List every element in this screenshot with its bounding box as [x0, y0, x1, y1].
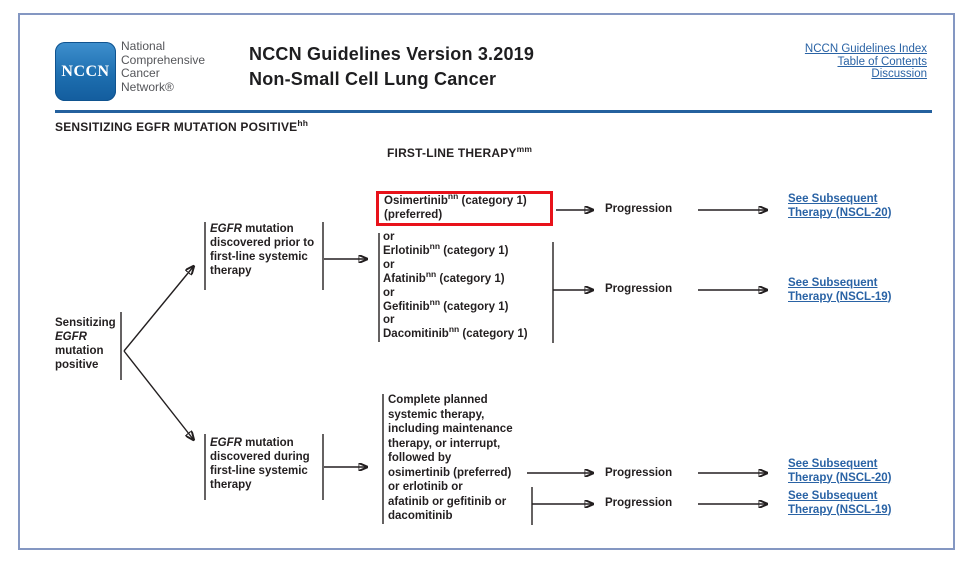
root-node-gene: EGFR: [55, 331, 87, 343]
nccn-logo-text: NCCN: [61, 62, 110, 80]
link-guidelines-index[interactable]: NCCN Guidelines Index: [804, 43, 927, 55]
gene-name: EGFR: [210, 437, 242, 449]
guidelines-cancer-type: Non-Small Cell Lung Cancer: [249, 69, 497, 89]
block-line: afatinib or gefitinib or: [388, 495, 507, 508]
drug-footnote: nn: [429, 241, 441, 252]
guidelines-version: NCCN Guidelines Version 3.2019: [249, 44, 535, 64]
complete-planned-therapy-block: [388, 393, 534, 524]
section-heading: [55, 120, 308, 134]
drug-name: Dacomitinib: [383, 328, 449, 341]
link-subsequent-therapy-nscl19-top[interactable]: [788, 277, 892, 304]
column-heading-footnote: mm: [516, 144, 533, 154]
block-line: systemic therapy,: [388, 408, 485, 421]
node-line: therapy: [210, 265, 252, 277]
or-separator: or: [383, 314, 395, 327]
drug-option-gefitinib: [383, 296, 528, 315]
block-line: followed by: [388, 452, 452, 464]
drug-category: (category 1): [436, 272, 505, 285]
link-line: See Subsequent: [788, 490, 878, 502]
block-line: including maintenance: [388, 423, 513, 435]
node-text: mutation: [241, 437, 294, 449]
drug-option-list: [383, 231, 528, 342]
node-line: first-line systemic: [210, 465, 308, 477]
link-line: See Subsequent: [788, 458, 878, 470]
progression-label: Progression: [605, 283, 673, 295]
link-line: See Subsequent: [788, 277, 878, 289]
header-divider: [55, 110, 932, 113]
drug-footnote: nn: [447, 191, 459, 202]
node-line: discovered prior to: [210, 237, 315, 249]
root-node-sensitizing-egfr: [55, 316, 133, 372]
guidelines-title: [249, 42, 534, 92]
drug-option-dacomitinib: [383, 324, 528, 342]
org-line: National: [121, 39, 166, 53]
drug-option-afatinib: [383, 268, 528, 287]
link-subsequent-therapy-nscl20-top[interactable]: [788, 193, 892, 220]
drug-name: Gefitinib: [383, 300, 430, 313]
link-line: Therapy (NSCL-19): [788, 503, 892, 516]
drug-category: (category 1): [458, 195, 527, 207]
org-name: [121, 40, 205, 94]
root-node-line: mutation: [55, 345, 104, 357]
drug-name: Afatinib: [383, 272, 426, 285]
org-line: Comprehensive: [121, 52, 206, 67]
progression-label: Progression: [605, 203, 673, 215]
nccn-logo: [55, 42, 116, 101]
block-line: therapy, or interrupt,: [388, 437, 501, 450]
gene-name: EGFR: [210, 223, 242, 235]
node-line: [210, 436, 328, 450]
node-line: first-line systemic: [210, 251, 308, 263]
link-table-of-contents[interactable]: Table of Contents: [837, 55, 927, 68]
node-egfr-discovered-prior: [210, 222, 325, 278]
root-node-line: positive: [55, 359, 99, 371]
column-heading-text: FIRST-LINE THERAPY: [387, 146, 517, 160]
root-node-line: Sensitizing: [55, 317, 116, 329]
link-line: Therapy (NSCL-19): [788, 290, 892, 303]
node-line: discovered during: [210, 451, 310, 463]
progression-label: Progression: [605, 497, 673, 509]
or-separator: or: [383, 258, 395, 271]
drug-footnote: nn: [425, 268, 437, 279]
drug-footnote: nn: [429, 296, 441, 307]
or-separator: or: [383, 231, 395, 243]
section-heading-text: SENSITIZING EGFR MUTATION POSITIVE: [55, 120, 298, 134]
node-line: therapy: [210, 479, 252, 491]
column-heading-first-line-therapy: [387, 146, 532, 160]
drug-name: Erlotinib: [383, 244, 430, 257]
node-text: mutation: [241, 223, 294, 235]
progression-label: Progression: [605, 467, 673, 479]
drug-category: (category 1): [459, 328, 528, 341]
node-egfr-discovered-during: [210, 436, 328, 492]
link-discussion[interactable]: Discussion: [871, 68, 927, 80]
highlight-box-osimertinib: [376, 191, 553, 226]
link-subsequent-therapy-nscl20-bottom[interactable]: [788, 458, 892, 485]
or-separator: or: [383, 286, 395, 299]
header-nav: [805, 43, 927, 81]
section-heading-footnote: hh: [297, 118, 309, 128]
link-line: Therapy (NSCL-20): [788, 206, 892, 219]
link-line: Therapy (NSCL-20): [788, 471, 892, 484]
preferred-label: (preferred): [384, 208, 443, 221]
drug-name: Osimertinib: [384, 195, 448, 207]
block-line: Complete planned: [388, 394, 488, 406]
drug-footnote: nn: [448, 324, 460, 335]
drug-option-erlotinib: [383, 241, 528, 259]
link-line: See Subsequent: [788, 193, 878, 205]
block-line-osimertinib: osimertinib (preferred): [388, 466, 512, 479]
link-subsequent-therapy-nscl19-bottom[interactable]: [788, 490, 892, 517]
drug-option-osimertinib: [384, 191, 548, 209]
org-line: Network®: [121, 79, 174, 94]
block-line: or erlotinib or: [388, 481, 463, 493]
block-line: dacomitinib: [388, 510, 453, 522]
org-line: Cancer: [121, 66, 160, 80]
node-line: [210, 222, 325, 236]
drug-category: (category 1): [440, 300, 509, 313]
drug-category: (category 1): [440, 244, 509, 257]
